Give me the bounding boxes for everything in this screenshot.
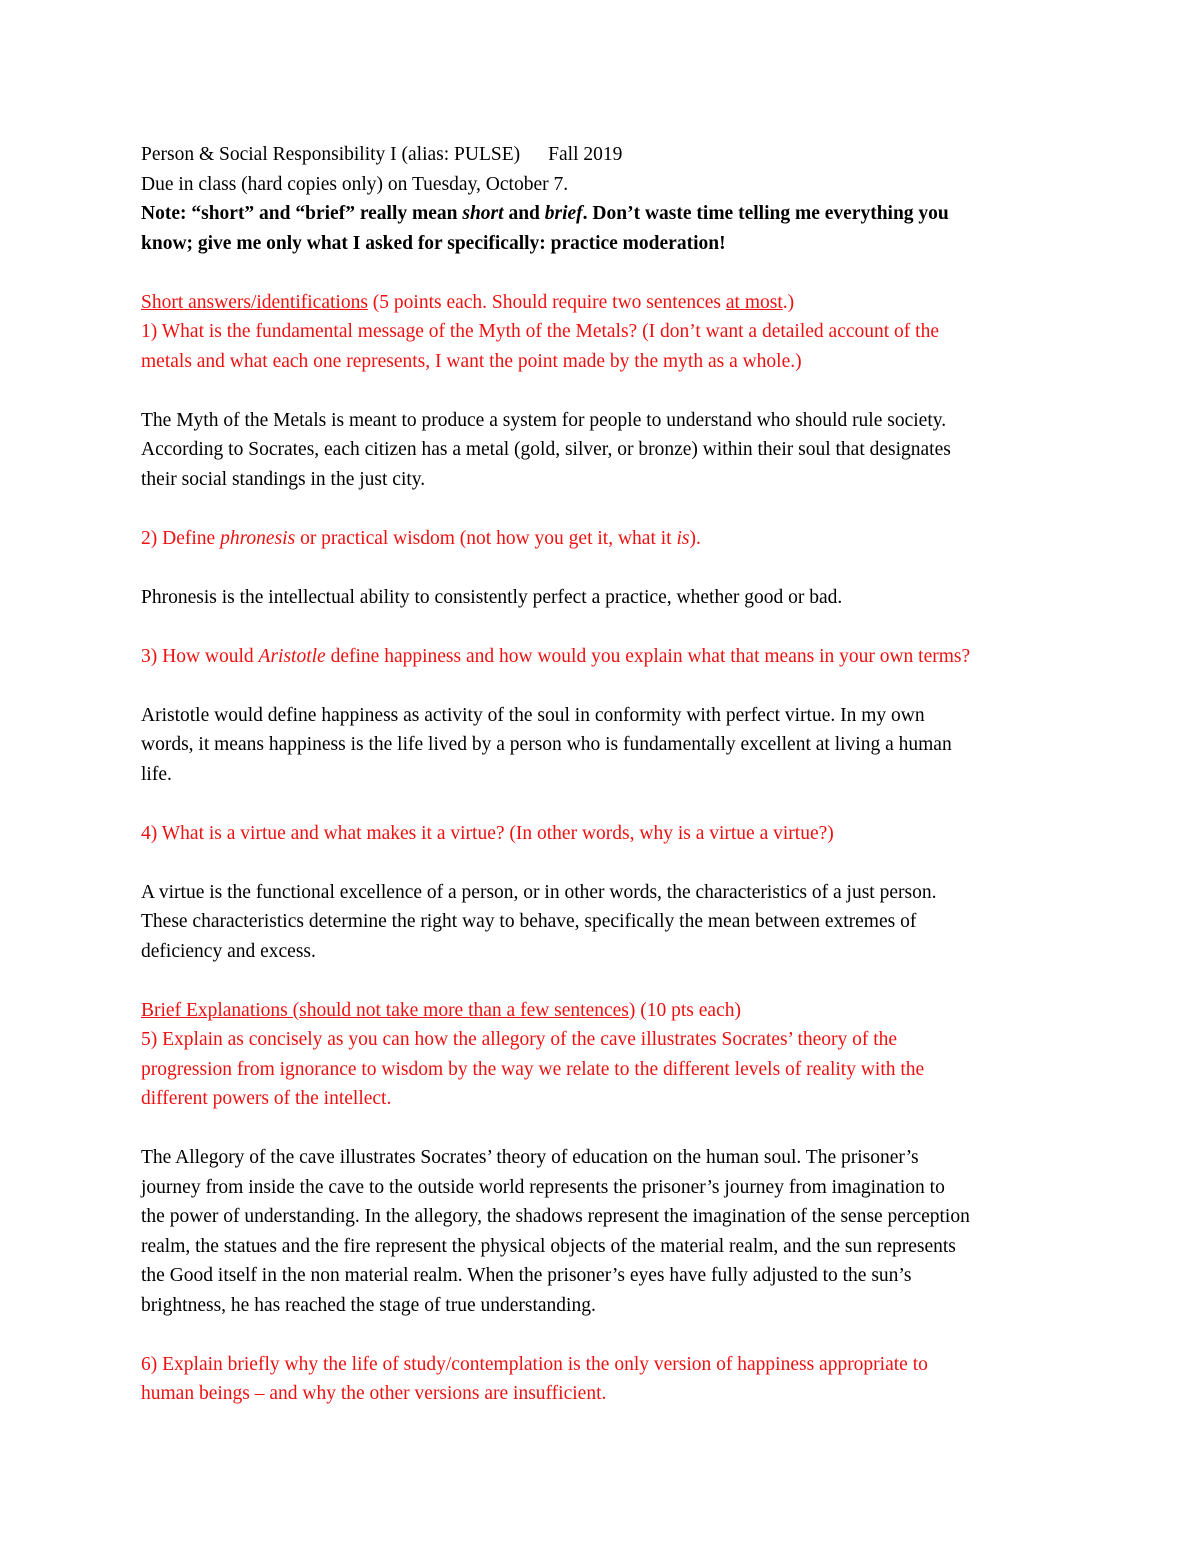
instructions-note-line-1 bbox=[141, 199, 1071, 229]
note-text: . Don’t waste time telling me everything you bbox=[582, 203, 949, 224]
question-term-phronesis: phronesis bbox=[220, 527, 296, 549]
section-instructions: (10 pts each) bbox=[635, 999, 741, 1021]
section-title: Short answers/identifications bbox=[141, 291, 368, 313]
section-title: Brief Explanations (should not take more than a few sentences) bbox=[141, 999, 636, 1021]
document-page bbox=[141, 140, 1071, 1409]
note-text: and bbox=[503, 203, 545, 224]
question-2 bbox=[141, 524, 1071, 554]
question-4: 4) What is a virtue and what makes it a virtue? (In other words, why is a virtue a virtue?) bbox=[141, 822, 834, 844]
answer-4-line-1: A virtue is the functional excellence of a person, or in other words, the characteristics of a just person. bbox=[141, 881, 937, 903]
answer-4-line-2: These characteristics determine the right way to behave, specifically the mean between extremes of bbox=[141, 911, 917, 932]
question-5-line-1: 5) Explain as concisely as you can how the allegory of the cave illustrates Socrates’ theory of the bbox=[141, 1029, 898, 1050]
section-heading-short-answers bbox=[141, 288, 1071, 318]
question-term-aristotle: Aristotle bbox=[258, 645, 326, 667]
answer-3-line-1: Aristotle would define happiness as activity of the soul in conformity with perfect virtue. In my own bbox=[141, 704, 925, 726]
section-instructions-emphasis: at most bbox=[725, 291, 783, 313]
answer-5-line-1: The Allegory of the cave illustrates Socrates’ theory of education on the human soul. The prisoner’s bbox=[141, 1147, 919, 1168]
answer-3-line-2: words, it means happiness is the life lived by a person who is fundamentally excellent at living a human bbox=[141, 734, 952, 755]
answer-1-line-3: their social standings in the just city. bbox=[141, 468, 426, 490]
question-3 bbox=[141, 642, 1071, 672]
section-heading-brief-explanations bbox=[141, 996, 1071, 1026]
question-6-line-2: human beings – and why the other versions are insufficient. bbox=[141, 1383, 607, 1404]
note-emphasis-short: short bbox=[462, 203, 504, 224]
question-emphasis-is: is bbox=[676, 527, 690, 549]
question-5-line-3: different powers of the intellect. bbox=[141, 1088, 392, 1109]
answer-4-line-3: deficiency and excess. bbox=[141, 940, 316, 962]
due-date: Due in class (hard copies only) on Tuesday, October 7. bbox=[141, 173, 569, 195]
note-text: Note: “short” and “brief” really mean bbox=[141, 203, 463, 224]
question-1-line-2: metals and what each one represents, I want the point made by the myth as a whole.) bbox=[141, 350, 802, 372]
answer-1-line-1: The Myth of the Metals is meant to produce a system for people to understand who should rule society. bbox=[141, 409, 947, 431]
answer-5-line-6: brightness, he has reached the stage of true understanding. bbox=[141, 1294, 596, 1316]
section-instructions: .) bbox=[782, 291, 795, 313]
answer-1-line-2: According to Socrates, each citizen has a metal (gold, silver, or bronze) within their soul that designates bbox=[141, 439, 951, 460]
question-text: 2) Define bbox=[141, 527, 221, 549]
question-text: define happiness and how would you explain what that means in your own terms? bbox=[325, 645, 971, 667]
question-5-line-2: progression from ignorance to wisdom by the way we relate to the different levels of reality with the bbox=[141, 1058, 925, 1080]
question-text: or practical wisdom (not how you get it, what it bbox=[295, 527, 677, 549]
question-text: ). bbox=[689, 527, 701, 549]
course-header bbox=[141, 140, 1071, 170]
question-text: 3) How would bbox=[141, 645, 259, 667]
question-6-line-1: 6) Explain briefly why the life of study/contemplation is the only version of happiness appropriate to bbox=[141, 1353, 928, 1375]
question-1-line-1: 1) What is the fundamental message of the Myth of the Metals? (I don’t want a detailed account of the bbox=[141, 321, 939, 342]
note-emphasis-brief: brief bbox=[544, 203, 583, 224]
instructions-note-line-2: know; give me only what I asked for specifically: practice moderation! bbox=[141, 232, 726, 254]
answer-3-line-3: life. bbox=[141, 763, 172, 785]
answer-5-line-4: realm, the statues and the fire represent the physical objects of the material realm, and the sun represents bbox=[141, 1235, 956, 1257]
answer-5-line-3: the power of understanding. In the allegory, the shadows represent the imagination of the sense perception bbox=[141, 1206, 970, 1227]
answer-5-line-2: journey from inside the cave to the outside world represents the prisoner’s journey from imagination to bbox=[141, 1176, 945, 1198]
course-title: Person & Social Responsibility I (alias: PULSE) bbox=[141, 144, 521, 165]
answer-5-line-5: the Good itself in the non material realm. When the prisoner’s eyes have fully adjusted to the sun’s bbox=[141, 1265, 912, 1286]
section-instructions: (5 points each. Should require two sentences bbox=[367, 291, 726, 313]
course-term: Fall 2019 bbox=[548, 144, 623, 165]
answer-2-line-1: Phronesis is the intellectual ability to consistently perfect a practice, whether good or bad. bbox=[141, 586, 843, 608]
